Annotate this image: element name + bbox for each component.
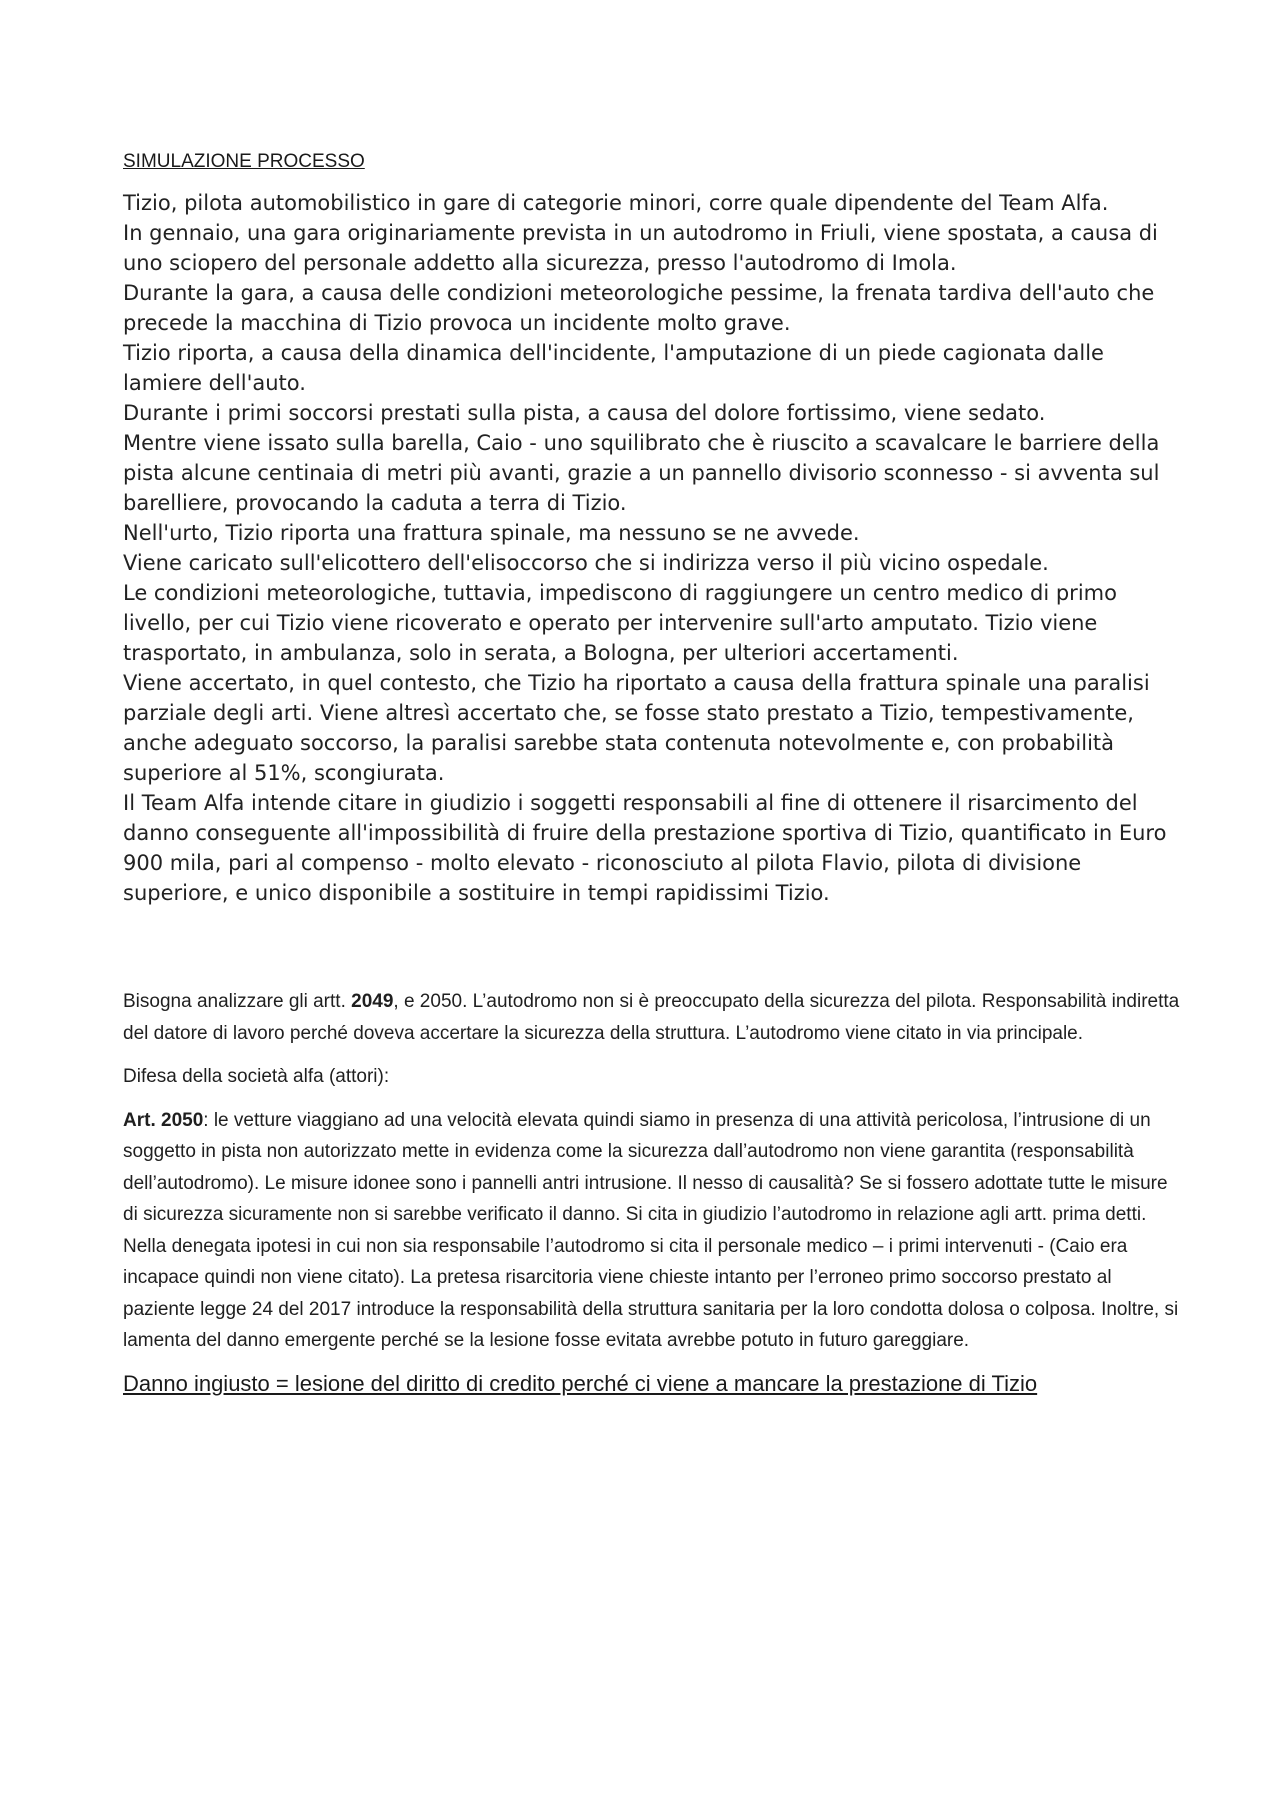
case-paragraph: Viene accertato, in quel contesto, che Tizio ha riportato a causa della frattura spinale una paralisi parziale degli arti. Viene altresì accertato che, se fosse stato prestato a Tizio, tempestivamente, anche adeguato soccorso, la paralisi sarebbe stata contenuta notevolmente e, con probabilità superiore al 51%, scongiurata. xyxy=(123,671,1150,785)
article-text: : le vetture viaggiano ad una velocità elevata quindi siamo in presenza di una attività pericolosa, l’intrusione di un soggetto in pista non autorizzato mette in evidenza come la sicurezza dall’autodromo non viene garantita (responsabilità dell’autodromo). Le misure idonee sono i pannelli antri intrusione. Il nesso di causalità? Se si fossero adottate tutte le misure di sicurezza sicuramente non si sarebbe verificato il danno. Si cita in giudizio l’autodromo in relazione agli artt. prima detti. Nella denegata ipotesi in cui non sia responsabile l’autodromo si cita il personale medico – i primi intervenuti - (Caio era incapace quindi non viene citato). La pretesa risarcitoria viene chieste intanto per l’erroneo primo soccorso prestato al paziente legge 24 del 2017 introduce la responsabilità della struttura sanitaria per la loro condotta dolosa o colposa. Inoltre, si lamenta del danno emergente perché se la lesione fosse evitata avrebbe potuto in futuro gareggiare. xyxy=(123,1109,1179,1351)
section-gap xyxy=(123,908,1183,986)
case-paragraph: Mentre viene issato sulla barella, Caio - uno squilibrato che è riuscito a scavalcare le barriere della pista alcune centinaia di metri più avanti, grazie a un pannello divisorio sconnesso - si avventa sul barelliere, provocando la caduta a terra di Tizio. xyxy=(123,431,1160,515)
case-paragraph: Il Team Alfa intende citare in giudizio i soggetti responsabili al fine di ottenere il risarcimento del danno conseguente all'impossibilità di fruire della prestazione sportiva di Tizio, quantificato in Euro 900 mila, pari al compenso - molto elevato - riconosciuto al pilota Flavio, pilota di divisione superiore, e unico disponibile a sostituire in tempi rapidissimi Tizio. xyxy=(123,791,1167,905)
case-paragraph: Nell'urto, Tizio riporta una frattura spinale, ma nessuno se ne avvede. xyxy=(123,521,860,545)
intro-prefix: Bisogna analizzare gli artt. xyxy=(123,991,352,1012)
conclusion-line: Danno ingiusto = lesione del diritto di credito perché ci viene a mancare la prestazione di Tizio xyxy=(123,1370,1038,1396)
case-paragraph: Tizio riporta, a causa della dinamica dell'incidente, l'amputazione di un piede cagionata dalle lamiere dell'auto. xyxy=(123,341,1104,395)
document-page xyxy=(123,150,1183,1399)
case-paragraph: Viene caricato sull'elicottero dell'elisoccorso che si indirizza verso il più vicino ospedale. xyxy=(123,551,1049,575)
case-paragraph: In gennaio, una gara originariamente prevista in un autodromo in Friuli, viene spostata, a causa di uno sciopero del personale addetto alla sicurezza, presso l'autodromo di Imola. xyxy=(123,221,1158,275)
intro-article-bold: 2049 xyxy=(351,991,394,1012)
defense-heading: Difesa della società alfa (attori): xyxy=(123,1066,390,1087)
intro-rest: , e 2050. L’autodromo non si è preoccupato della sicurezza del pilota. Responsabilità indiretta del datore di lavoro perché doveva accertare la sicurezza della struttura. L’autodromo viene citato in via principale. xyxy=(123,991,1180,1044)
analysis-intro xyxy=(123,986,1183,1049)
case-paragraph: Durante i primi soccorsi prestati sulla pista, a causa del dolore fortissimo, viene sedato. xyxy=(123,401,1046,425)
article-label: Art. 2050 xyxy=(123,1109,204,1131)
article-paragraph xyxy=(123,1105,1183,1357)
analysis-notes xyxy=(123,986,1183,1357)
case-paragraph: Tizio, pilota automobilistico in gare di categorie minori, corre quale dipendente del Team Alfa. xyxy=(123,191,1109,215)
case-paragraph: Le condizioni meteorologiche, tuttavia, impediscono di raggiungere un centro medico di primo livello, per cui Tizio viene ricoverato e operato per intervenire sull'arto amputato. Tizio viene trasportato, in ambulanza, solo in serata, a Bologna, per ulteriori accertamenti. xyxy=(123,581,1117,665)
document-title: SIMULAZIONE PROCESSO xyxy=(123,151,365,172)
case-paragraph: Durante la gara, a causa delle condizioni meteorologiche pessime, la frenata tardiva dell'auto che precede la macchina di Tizio provoca un incidente molto grave. xyxy=(123,281,1155,335)
case-text xyxy=(123,188,1183,908)
